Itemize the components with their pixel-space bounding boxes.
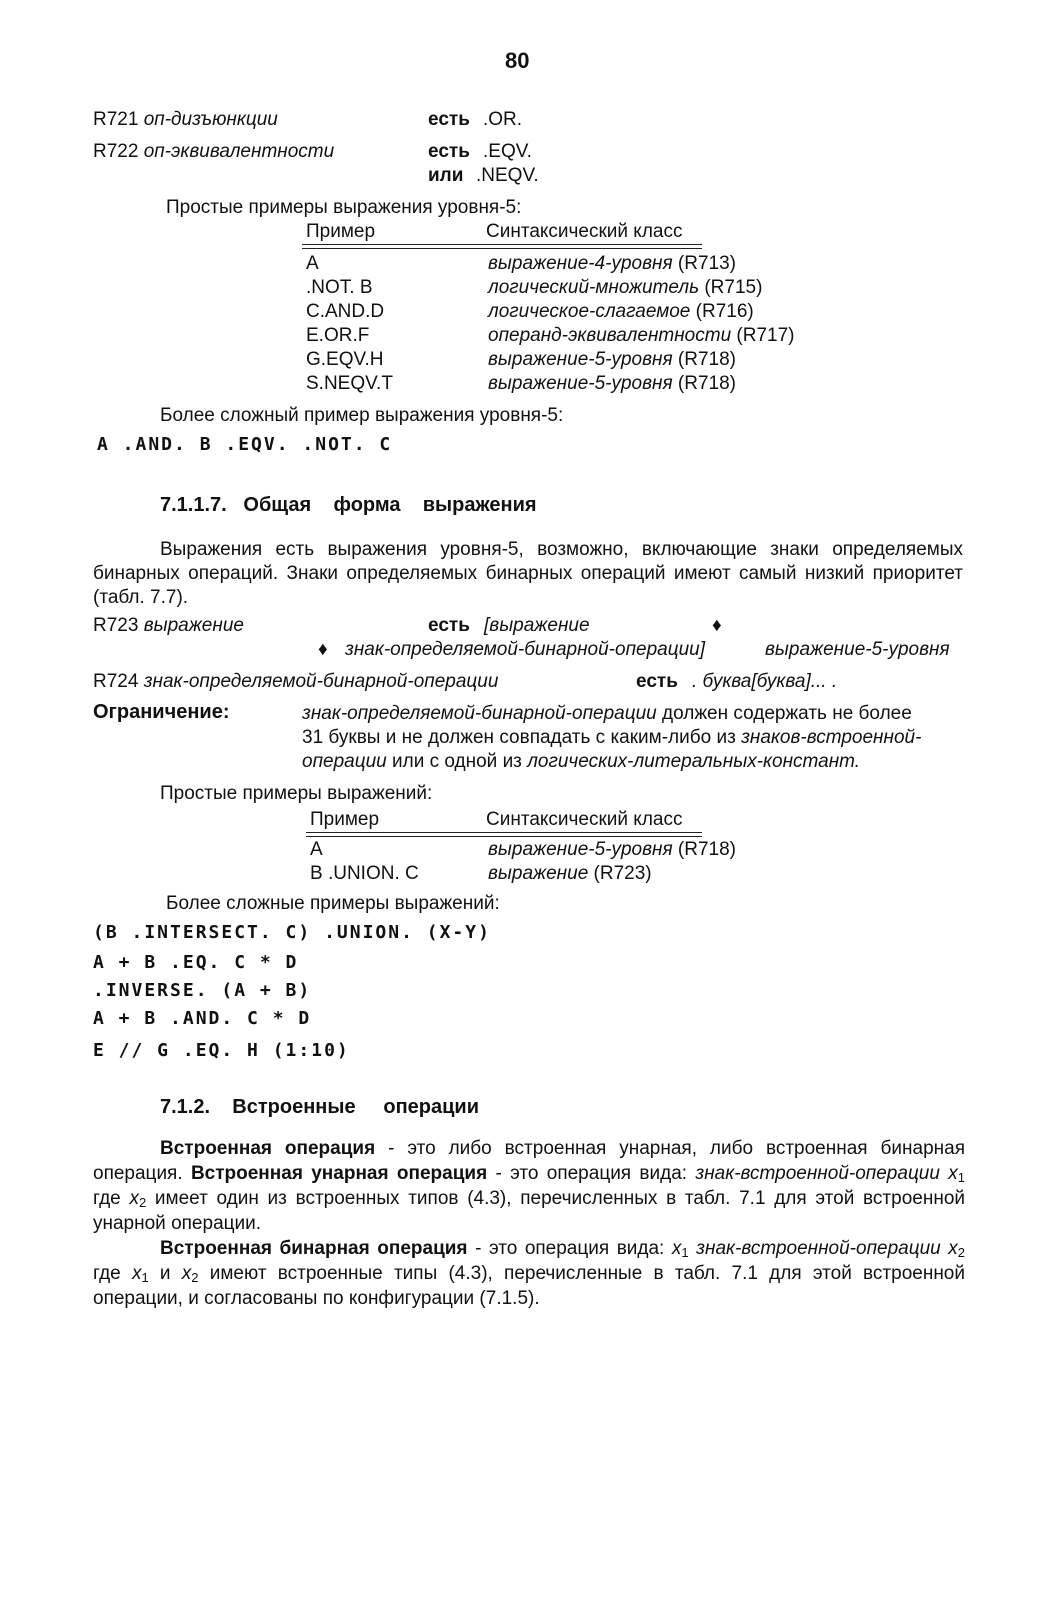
rule-keyword-or: или [428, 165, 464, 186]
section-heading-7117 [160, 494, 537, 517]
table1-col-example: Пример [306, 221, 376, 242]
restriction-text: или с одной из [386, 751, 528, 772]
restriction-term: знак-определяемой-бинарной-операции [302, 703, 657, 724]
term-italic: знак-встроенной-операции [696, 1238, 941, 1259]
table1-row: E.OR.F [306, 325, 370, 346]
class-name: выражение-5-уровня [488, 349, 673, 370]
rule-part: знак-определяемой-бинарной-операции] [345, 639, 705, 660]
table1-header-rule-2 [302, 248, 702, 249]
rule-part: выражение-5-уровня [765, 639, 950, 660]
restriction-label: Ограничение: [93, 701, 230, 723]
text: где [93, 1263, 132, 1284]
subscript: 1 [681, 1245, 689, 1260]
class-name: операнд-эквивалентности [488, 325, 732, 346]
var-x: x [181, 1263, 192, 1284]
term-bold: Встроенная унарная операция [190, 1163, 488, 1184]
var-x: x [131, 1263, 142, 1284]
table2-row-class [488, 838, 736, 862]
table1-row-class [488, 348, 736, 372]
table1-row-class [488, 276, 762, 300]
restriction-text: 31 буквы и не должен совпадать с каким-либо из [302, 727, 742, 748]
table2-col-class: Синтаксический класс [486, 809, 683, 830]
class-name: выражение-5-уровня [488, 839, 673, 860]
code-line: (B .INTERSECT. C) .UNION. (X-Y) [93, 922, 491, 943]
diamond-symbol: ♦ [318, 639, 328, 660]
rule-ref: (R715) [704, 277, 763, 298]
restriction-term: операции [302, 751, 387, 772]
rule-ref: (R716) [695, 301, 754, 322]
text: - это операция вида: [467, 1238, 672, 1259]
table1-row: S.NEQV.T [306, 373, 393, 394]
table2-header-rule [306, 832, 702, 833]
restriction-term: логических-литеральных-констант. [527, 751, 861, 772]
var-x: x [129, 1188, 139, 1209]
table2-row: A [310, 839, 323, 860]
paragraph-expressions: Выражения есть выражения уровня-5, возможно, включающие знаки определяемых бинарных операций. Знаки определяемых бинарных операций имеют самый низкий приоритет (табл. 7.7). [93, 539, 963, 608]
section-title-word: Встроенные [232, 1096, 356, 1118]
subscript: 2 [138, 1195, 147, 1210]
table1-intro: Простые примеры выражения уровня-5: [166, 197, 522, 218]
table2-col-example: Пример [310, 809, 380, 830]
restriction-line [302, 750, 860, 774]
table1-header-rule [302, 244, 702, 245]
subscript: 1 [141, 1270, 149, 1285]
term-italic: знак-встроенной-операции [695, 1163, 940, 1184]
rule-id: R722 [93, 141, 139, 162]
rule-name: оп-дизъюнкции [143, 109, 278, 130]
table2-row: B .UNION. C [310, 863, 419, 884]
section-title-word: выражения [422, 494, 537, 516]
complex-example-intro: Более сложный пример выражения уровня-5: [160, 405, 564, 426]
section-number: 7.1.2. [160, 1096, 211, 1118]
rule-ref: (R718) [677, 349, 736, 370]
rule-value: . буква[буква]... . [692, 671, 838, 692]
rule-id: R724 [93, 671, 139, 692]
restriction-line [302, 726, 921, 750]
code-line: E // G .EQ. H (1:10) [93, 1040, 350, 1061]
table1-row-class [488, 300, 754, 324]
subscript: 2 [191, 1270, 199, 1285]
rule-ref: (R713) [677, 253, 736, 274]
rule-keyword: есть [636, 671, 678, 692]
text: - это либо встроенная унарная, либо встроенная бинарная операция. [93, 1138, 965, 1184]
rule-id: R721 [93, 109, 139, 130]
term-bold: Встроенная бинарная операция [160, 1238, 468, 1259]
term-bold: Встроенная операция [160, 1138, 376, 1159]
class-name: логический-множитель [488, 277, 700, 298]
rule-r724 [93, 670, 498, 694]
table1-row-class [488, 372, 736, 396]
rule-value: .EQV. [483, 141, 532, 162]
table1-row: A [306, 253, 319, 274]
rule-id: R723 [93, 615, 139, 636]
rule-value: .OR. [483, 109, 523, 130]
section-title-word: операции [383, 1096, 480, 1118]
rule-value-2: .NEQV. [476, 165, 539, 186]
rule-keyword: есть [428, 615, 470, 636]
rule-r723 [93, 614, 244, 638]
text: где [93, 1188, 130, 1209]
section-heading-712 [160, 1096, 479, 1119]
restriction-term: знаков-встроенной- [741, 727, 922, 748]
page-number: 80 [505, 48, 530, 73]
table1-row: C.AND.D [306, 301, 385, 322]
text: имеют встроенные типы (4.3), перечисленные в табл. 7.1 для этой встроенной операции, и согласованы по конфигурации (7.1.5). [93, 1263, 965, 1309]
class-name: выражение-4-уровня [488, 253, 673, 274]
subscript: 2 [957, 1245, 966, 1260]
class-name: выражение [488, 863, 589, 884]
code-line: .INVERSE. (A + B) [93, 980, 312, 1001]
text: имеет один из встроенных типов (4.3), перечисленных в табл. 7.1 для этой встроенной унарной операции. [93, 1188, 966, 1234]
code-line: A + B .EQ. C * D [93, 952, 299, 973]
section-title-word: Общая [243, 494, 312, 516]
rule-ref: (R723) [593, 863, 652, 884]
rule-name: оп-эквивалентности [143, 141, 335, 162]
complex-examples-intro: Более сложные примеры выражений: [166, 893, 500, 914]
code-line: A + B .AND. C * D [93, 1008, 312, 1029]
class-name: выражение-5-уровня [488, 373, 673, 394]
var-x: x [948, 1163, 958, 1184]
rule-part: [выражение [484, 615, 590, 636]
rule-keyword: есть [428, 141, 470, 162]
restriction-line [302, 702, 912, 726]
paragraph-builtin-binary [93, 1236, 965, 1311]
rule-keyword: есть [428, 109, 470, 130]
rule-r721 [93, 108, 278, 132]
complex-example-code: A .AND. B .EQV. .NOT. C [97, 434, 393, 455]
rule-ref: (R718) [677, 373, 736, 394]
text: - это операция вида: [487, 1163, 696, 1184]
diamond-symbol: ♦ [712, 615, 722, 636]
section-title-word: форма [333, 494, 401, 516]
table1-row-class [488, 324, 795, 348]
rule-name: выражение [143, 615, 244, 636]
rule-name: знак-определяемой-бинарной-операции [143, 671, 499, 692]
section-number: 7.1.1.7. [160, 494, 227, 516]
table2-row-class [488, 862, 652, 886]
table2-intro: Простые примеры выражений: [160, 783, 433, 804]
class-name: логическое-слагаемое [488, 301, 691, 322]
rule-ref: (R717) [736, 325, 795, 346]
subscript: 1 [957, 1170, 965, 1185]
table1-row: .NOT. B [306, 277, 373, 298]
rule-ref: (R718) [677, 839, 736, 860]
paragraph-builtin-unary [93, 1136, 965, 1236]
var-x: x [671, 1238, 682, 1259]
table1-col-class: Синтаксический класс [486, 221, 683, 242]
rule-r722 [93, 140, 334, 164]
table1-row-class [488, 252, 736, 276]
table1-row: G.EQV.H [306, 349, 384, 370]
table2-header-rule-2 [306, 836, 702, 837]
text: и [148, 1263, 182, 1284]
var-x: x [948, 1238, 958, 1259]
restriction-text: должен содержать не более [656, 703, 912, 724]
